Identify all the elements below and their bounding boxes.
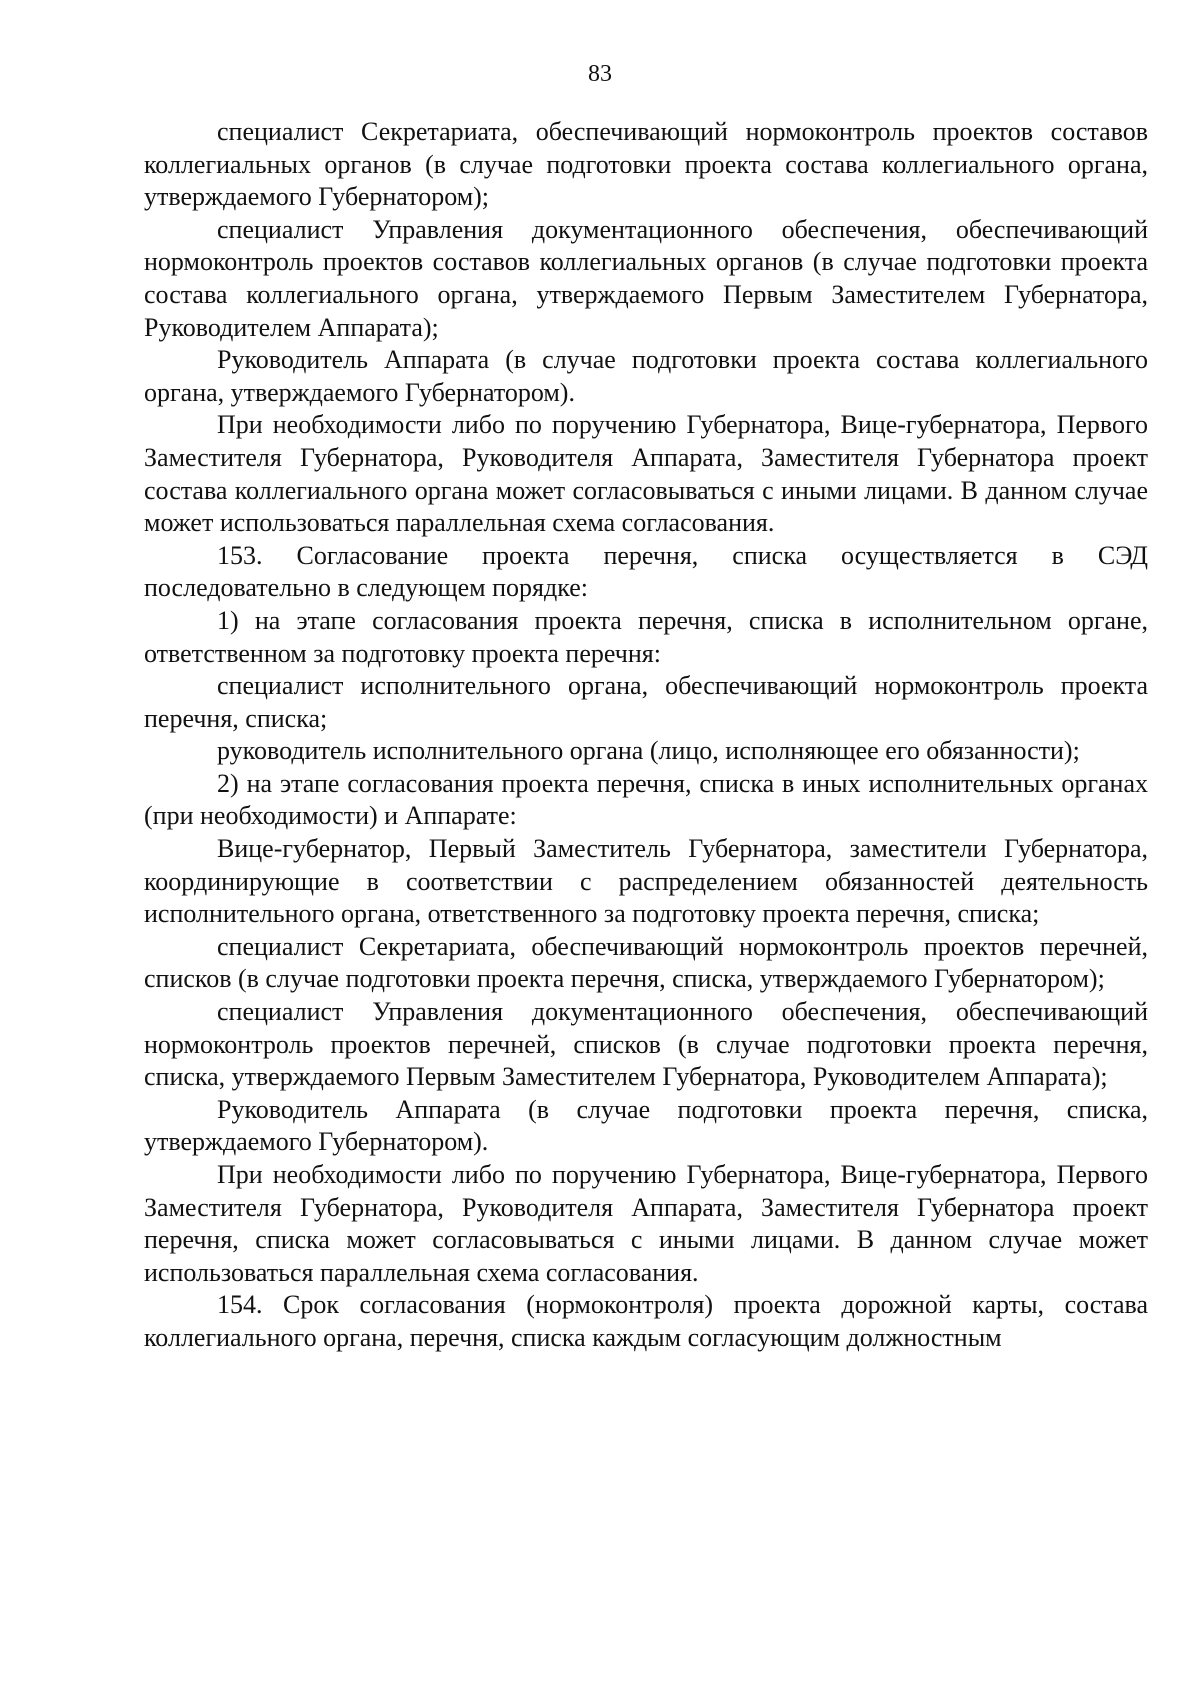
paragraph: 2) на этапе согласования проекта перечня, списка в иных исполнительных органах (при необходимости) и Аппарате:	[144, 768, 1148, 831]
paragraph: Руководитель Аппарата (в случае подготовки проекта состава коллегиального органа, утверждаемого Губернатором).	[144, 345, 1148, 407]
paragraph: специалист исполнительного органа, обеспечивающий нормоконтроль проекта перечня, списка;	[144, 671, 1148, 733]
paragraph: Руководитель Аппарата (в случае подготовки проекта перечня, списка, утверждаемого Губернатором).	[144, 1094, 1148, 1157]
paragraph: специалист Управления документационного обеспечения, обеспечивающий нормоконтроль проектов составов коллегиальных органов (в случае подготовки проекта состава коллегиального органа, утверждаемого Первым Заместителем Губернатора, Руководителем Аппарата);	[144, 214, 1148, 342]
document-body	[144, 116, 1148, 1355]
paragraph: специалист Управления документационного обеспечения, обеспечивающий нормоконтроль проектов перечней, списков (в случае подготовки проекта перечня, списка, утверждаемого Первым Заместителем Губернатора, Руководителем Аппарата);	[144, 997, 1148, 1092]
paragraph: руководитель исполнительного органа (лицо, исполняющее его обязанности);	[217, 736, 1080, 766]
paragraph: При необходимости либо по поручению Губернатора, Вице-губернатора, Первого Заместителя Губернатора, Руководителя Аппарата, Заместителя Губернатора проект перечня, списка может согласовываться с иными лицами. В данном случае может использоваться параллельная схема согласования.	[144, 1160, 1148, 1287]
paragraph: При необходимости либо по поручению Губернатора, Вице-губернатора, Первого Заместителя Губернатора, Руководителя Аппарата, Заместителя Губернатора проект состава коллегиального органа может согласовываться с иными лицами. В данном случае может использоваться параллельная схема согласования.	[144, 410, 1148, 538]
paragraph: специалист Секретариата, обеспечивающий нормоконтроль проектов составов коллегиальных органов (в случае подготовки проекта состава коллегиального органа, утверждаемого Губернатором);	[144, 117, 1148, 212]
paragraph: 154. Срок согласования (нормоконтроля) проекта дорожной карты, состава коллегиального органа, перечня, списка каждым согласующим должностным	[144, 1290, 1148, 1352]
paragraph: специалист Секретариата, обеспечивающий нормоконтроль проектов перечней, списков (в случае подготовки проекта перечня, списка, утверждаемого Губернатором);	[144, 931, 1148, 994]
paragraph: 153. Согласование проекта перечня, списка осуществляется в СЭД последовательно в следующем порядке:	[144, 540, 1148, 603]
paragraph: Вице-губернатор, Первый Заместитель Губернатора, заместители Губернатора, координирующие в соответствии с распределением обязанностей деятельность исполнительного органа, ответственного за подготовку проекта перечня, списка;	[144, 834, 1148, 929]
page-number: 83	[588, 61, 612, 87]
paragraph: 1) на этапе согласования проекта перечня, списка в исполнительном органе, ответственном за подготовку проекта перечня:	[144, 605, 1148, 668]
